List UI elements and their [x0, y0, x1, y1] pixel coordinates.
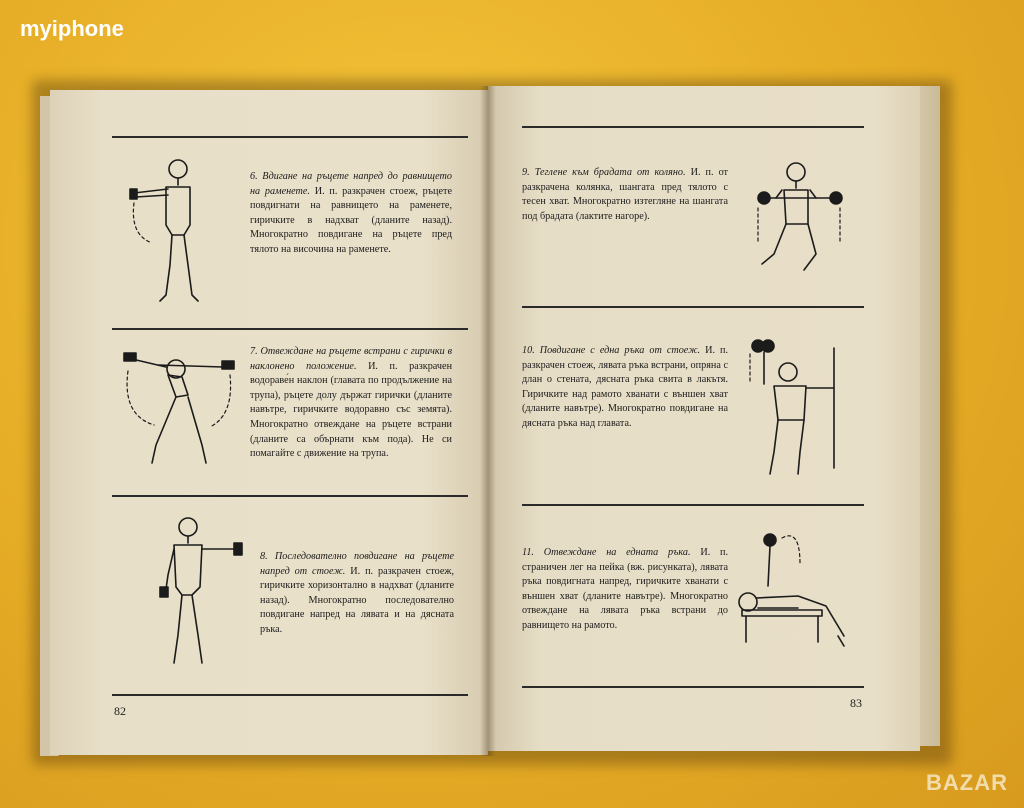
right-page — [488, 86, 920, 751]
exercise-figure-9 — [750, 158, 850, 278]
entry-title: Повдигане с една ръка от стоеж. — [539, 345, 701, 356]
entry-number: 8. — [260, 551, 268, 562]
exercise-figure-8 — [148, 515, 248, 675]
exercise-figure-7 — [118, 345, 238, 475]
rule-bottom — [112, 694, 468, 696]
rule-divider — [112, 495, 468, 497]
entry-title: Отвеждане на едната ръка. — [543, 547, 691, 558]
page-number: 83 — [850, 696, 862, 710]
brand-logo: BAZAR — [926, 770, 1008, 795]
rule-divider — [522, 504, 864, 506]
exercise-entry-6 — [250, 170, 452, 258]
entry-title: Вдигане на ръцете напред до равнището на раменете. — [250, 171, 452, 197]
entry-text: И. п. страничен лег на пейка (вж. рисунката), лявата ръка повдигната напред, гиричките хванати с външен хват (дланите навътре). Многократно отвеждане на лявата ръка встрани до равнището на рамото. — [522, 547, 729, 631]
entry-title: Отвеждане на ръцете встрани с гирички в наклонено положение. — [250, 346, 452, 372]
entry-number: 7. — [250, 346, 258, 357]
exercise-figure-11 — [734, 524, 854, 664]
entry-number: 11. — [522, 547, 534, 558]
left-page — [50, 90, 488, 755]
exercise-entry-10 — [522, 344, 728, 432]
page-number: 82 — [114, 704, 126, 718]
entry-text: И. п. разкрачен стоеж, гиричките хоризонтално в надхват (дланите назад). Многократно последователно повдигане напред на лявата и на дясната ръка. — [260, 565, 455, 635]
watermark-text: myiphone — [20, 16, 124, 41]
rule-bottom — [522, 686, 864, 688]
rule-divider — [522, 306, 864, 308]
entry-number: 6. — [250, 171, 258, 182]
exercise-figure-6 — [130, 155, 220, 305]
exercise-figure-10 — [738, 328, 848, 478]
exercise-entry-8 — [260, 550, 454, 638]
entry-text: И. п. от разкрачена колянка, шангата пред тялото с тесен хват. Многократно изтегляне на шангата под брадата (лактите нагоре). — [522, 167, 728, 222]
entry-title: Теглене към брадата от коляно. — [534, 167, 686, 178]
exercise-entry-11 — [522, 546, 728, 634]
entry-number: 9. — [522, 167, 530, 178]
entry-title: Последователно повдигане на ръцете напред от стоеж. — [260, 551, 454, 577]
entry-number: 10. — [522, 345, 535, 356]
rule-top — [112, 136, 468, 138]
entry-text: И. п. разкрачен водораве́н наклон (главата по продължение на трупа), ръцете долу държат гирички (дланите навътре, гиричките водоравно със земята). Многократно отвеждане на ръцете встрани (дланите са обърнати към пода). Не си помагайте с движение на трупа. — [250, 360, 453, 460]
exercise-entry-9 — [522, 166, 728, 224]
exercise-entry-7 — [250, 345, 452, 462]
entry-text: И. п. разкрачен стоеж, ръцете повдигнати на равнището на раменете, гиричките в надхват (дланите назад). Многократно повдигане на ръцете пред тялото на височина на раменете. — [250, 185, 452, 255]
book-gutter — [480, 86, 496, 756]
rule-divider — [112, 328, 468, 330]
entry-text: И. п. разкрачен стоеж, лявата ръка встрани, опряна с длан о стената, дясната ръка свита в лакътя. Гиричките над рамото хванати с външен хват (дланите навътре). Многократно повдигане на дясната ръка над главата. — [522, 345, 728, 429]
rule-top — [522, 126, 864, 128]
